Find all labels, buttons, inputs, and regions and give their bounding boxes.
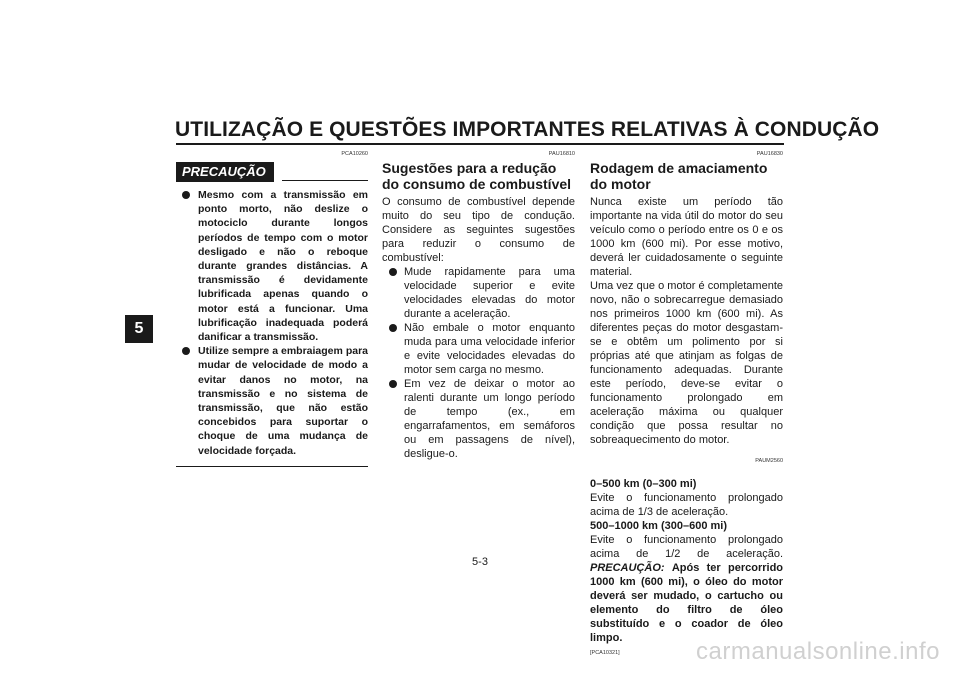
caution-item: Utilize sempre a embraiagem para mudar de velocidade de modo a evitar danos no motor, na transmissão e no sistema de transmissão, que não estão concebidos para suportar o choque de uma mudança de velocidade forçada. [176, 344, 368, 458]
caution-item: Mesmo com a transmissão em ponto morto, não deslize o motociclo durante longos períodos de tempo com o motor desligado e não o reboque durante grandes distâncias. A transmissão é devidamente lubrificada apenas quando o motor está a funcionar. Uma lubrificação inadequada poderá danificar a transmissão. [176, 188, 368, 344]
page-number: 5-3 [472, 556, 488, 568]
range-text: Evite o funcionamento prolongado acima de 1/2 de aceleração. PRECAUÇÃO: Após ter percorrido 1000 km (600 mi), o óleo do motor deverá ser mudado, o cartucho ou elemento do filtro de óleo substituído e o coador de óleo limpo. [590, 534, 784, 644]
range-text: Evite o funcionamento prolongado acima de 1/3 de aceleração. [590, 492, 783, 518]
caution-label: PRECAUÇÃO [176, 162, 274, 182]
caution-list [176, 188, 368, 458]
bullet-icon [182, 347, 190, 355]
tip-item: Não embale o motor enquanto muda para uma velocidade inferior e evite velocidades elevadas do motor sem carga no mesmo. [382, 321, 575, 377]
reference-code: PAUM2560 [755, 458, 783, 464]
left-column [176, 150, 368, 467]
middle-column [382, 150, 575, 461]
caution-rule [282, 180, 368, 181]
bullet-icon [389, 380, 397, 388]
bullet-icon [182, 191, 190, 199]
range-heading: 500–1000 km (300–600 mi) [590, 520, 727, 532]
caution-end-rule [176, 466, 368, 467]
section-intro: O consumo de combustível depende muito do seu tipo de condução. Considere as seguintes sugestões para reduzir o consumo de combustível: [382, 196, 575, 264]
chapter-tab: 5 [125, 315, 153, 343]
reference-code: [PCA10321] [590, 650, 620, 656]
reference-code: PAU16810 [548, 151, 575, 157]
bullet-icon [389, 324, 397, 332]
section-heading: Sugestões para a redução do consumo de combustível [382, 160, 572, 192]
tip-item: Mude rapidamente para uma velocidade superior e evite velocidades elevadas do motor durante a aceleração. [382, 265, 575, 321]
right-column [590, 150, 783, 657]
inline-caution-text: Após ter percorrido 1000 km (600 mi), o óleo do motor deverá ser mudado, o cartucho ou elemento do filtro de óleo substituído e o coador de óleo limpo. [590, 562, 784, 644]
tip-item: Em vez de deixar o motor ao ralenti durante um longo período de tempo (ex., em engarrafamentos, em semáforos ou em passagens de nível), desligue-o. [382, 377, 575, 461]
tips-list [382, 265, 575, 461]
inline-caution-label: PRECAUÇÃO: [590, 562, 665, 574]
header-rule [176, 143, 784, 145]
section-heading: Rodagem de amaciamento do motor [590, 160, 768, 192]
page-title: UTILIZAÇÃO E QUESTÕES IMPORTANTES RELATIVAS À CONDUÇÃO [175, 118, 880, 141]
reference-code: PCA10260 [341, 151, 368, 157]
range-heading: 0–500 km (0–300 mi) [590, 478, 697, 490]
section-paragraph: Uma vez que o motor é completamente novo, não o sobrecarregue demasiado nos primeiros 1000 km (600 mi). As diferentes peças do motor desgastam-se e obtêm um polimento por si próprias até que atinjam as folgas de funcionamento adequadas. Durante este período, deve-se evitar o funcionamento prolongado em aceleração máxima ou qualquer condição que possa resultar no sobreaquecimento do motor. [590, 280, 783, 446]
caution-header [176, 160, 368, 182]
bullet-icon [389, 268, 397, 276]
reference-code: PAU16830 [756, 151, 783, 157]
watermark: carmanualsonline.info [696, 638, 940, 665]
section-paragraph: Nunca existe um período tão importante na vida útil do motor do seu veículo como o período entre os 0 e os 1000 km (600 mi). Por esse motivo, deverá ler cuidadosamente o seguinte material. [590, 196, 783, 278]
